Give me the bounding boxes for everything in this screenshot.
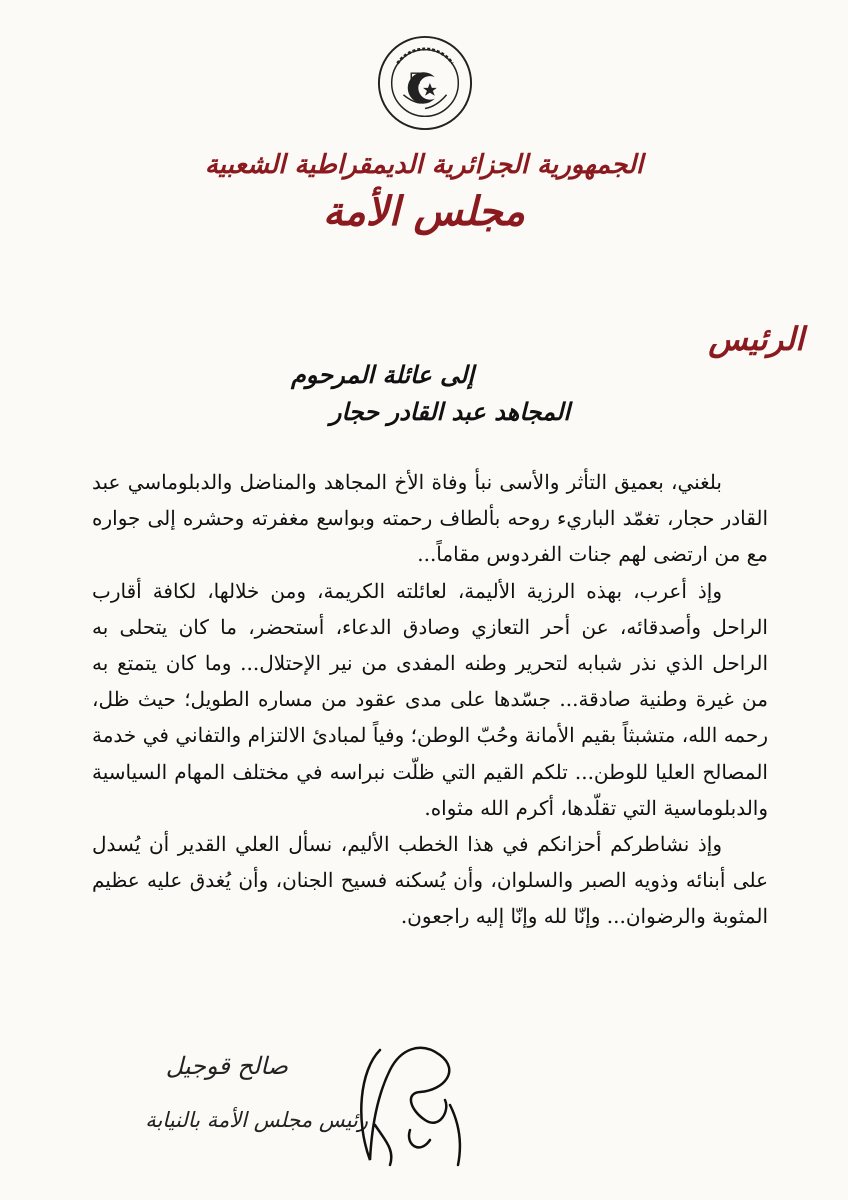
body-paragraph-2: وإذ أعرب، بهذه الرزية الأليمة، لعائلته الكريمة، ومن خلالها، لكافة أقارب الراحل وأصدقائه، عن أحر التعازي وصادق الدعاء، أستحضر، ما كان يتحلى به الراحل الذي نذر شبابه لتحرير وطنه المفدى من نير الإحتلال... وما كان يتمتع به من غيرة وطنية صادقة... جسّدها على مدى عقود من مساره الطويل؛ حيث ظل، رحمه الله، متشبثاً بقيم الأمانة وحُبّ الوطن؛ وفياً لمبادئ الالتزام والتفاني في خدمة المصالح العليا للوطن... تلكم القيم التي ظلّت نبراسه في مختلف المهام السياسية والدبلوماسية التي تقلّدها، أكرم الله مثواه. [92,578,768,820]
addressee-line-1: إلى عائلة المرحوم [290,360,474,389]
republic-heading: الجمهورية الجزائرية الديمقراطية الشعبية [204,150,644,180]
body-paragraph-3: وإذ نشاطركم أحزانكم في هذا الخطب الأليم، نسأل العلي القدير أن يُسدل على أبنائه وذويه الصبر والسلوان، وأن يُسكنه فسيح الجنان، وأن يُغدق عليه عظيم المثوبة والرضوان... وإنّا لله وإنّا إليه راجعون. [92,832,768,929]
body-paragraph-1: بلغني، بعميق التأثر والأسى نبأ وفاة الأخ المجاهد والمناضل والدبلوماسي عبد القادر حجار، تغمّد الباريء روحه بألطاف رحمته وبواسع مغفرته وحشره إلى جواره مع من ارتضى لهم جنات الفردوس مقاماً... [92,470,768,567]
council-heading: مجلس الأمة [322,188,526,235]
signatory-name: صالح قوجيل [165,1052,288,1080]
handwritten-signature-icon [350,1030,480,1170]
letter-body [92,464,768,935]
president-office-label: الرئيس [708,320,804,358]
signatory-title: رئيس مجلس الأمة بالنيابة [145,1108,368,1132]
state-seal-icon [376,34,474,132]
addressee-line-2: المجاهد عبد القادر حجار [329,397,570,426]
